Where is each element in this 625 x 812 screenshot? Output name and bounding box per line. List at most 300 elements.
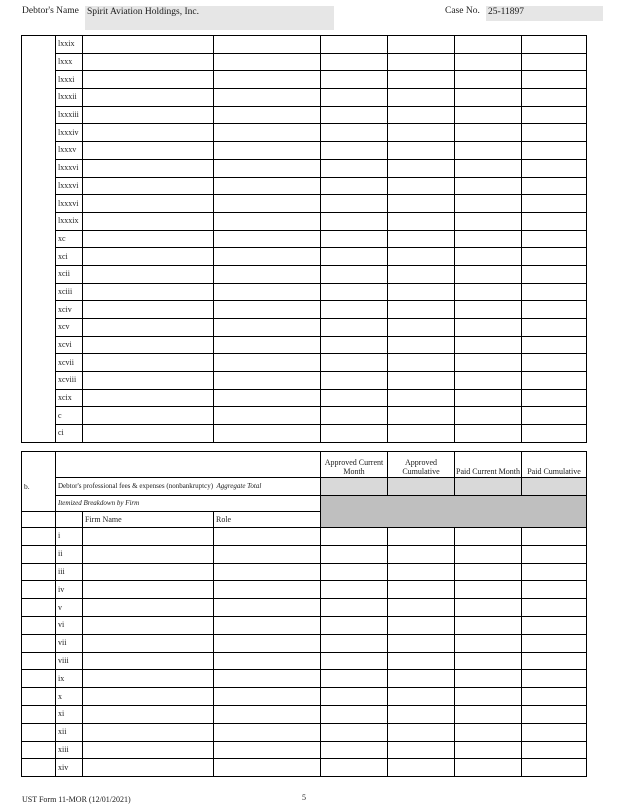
- entry-cell[interactable]: [455, 581, 522, 599]
- entry-cell[interactable]: [388, 616, 455, 634]
- entry-cell[interactable]: [321, 407, 388, 425]
- entry-cell[interactable]: [83, 248, 214, 266]
- firm-name-header: Firm Name: [83, 512, 214, 528]
- entry-cell[interactable]: [455, 705, 522, 723]
- row-number: lxxxvi: [56, 195, 83, 213]
- row-number: viii: [56, 652, 83, 670]
- entry-cell[interactable]: [321, 124, 388, 142]
- table-row: [22, 230, 587, 248]
- row-number: lxxx: [56, 53, 83, 71]
- section-blank: [22, 723, 56, 741]
- entry-cell[interactable]: [388, 670, 455, 688]
- entry-cell[interactable]: [455, 53, 522, 71]
- entry-cell[interactable]: [321, 248, 388, 266]
- entry-cell[interactable]: [522, 372, 587, 390]
- entry-cell[interactable]: [83, 336, 214, 354]
- entry-cell[interactable]: [388, 634, 455, 652]
- entry-cell[interactable]: [455, 670, 522, 688]
- entry-cell[interactable]: [214, 53, 321, 71]
- entry-cell[interactable]: [83, 581, 214, 599]
- entry-cell[interactable]: [83, 195, 214, 213]
- table-row: [22, 425, 587, 443]
- entry-cell[interactable]: [455, 212, 522, 230]
- row-number: xciv: [56, 301, 83, 319]
- entry-cell[interactable]: [388, 425, 455, 443]
- entry-cell[interactable]: [388, 741, 455, 759]
- entry-cell[interactable]: [455, 195, 522, 213]
- itemized-shaded-area: [321, 496, 587, 528]
- entry-cell[interactable]: [522, 177, 587, 195]
- section-blank: [22, 528, 56, 546]
- entry-cell[interactable]: [388, 124, 455, 142]
- entry-cell[interactable]: [83, 124, 214, 142]
- row-number: xii: [56, 723, 83, 741]
- table-row: [22, 581, 587, 599]
- debtor-name-field[interactable]: Spirit Aviation Holdings, Inc.: [85, 6, 334, 30]
- entry-cell[interactable]: [321, 283, 388, 301]
- row-number: lxxxiv: [56, 124, 83, 142]
- entry-cell[interactable]: [321, 634, 388, 652]
- entry-cell[interactable]: [522, 89, 587, 107]
- entry-cell[interactable]: [214, 616, 321, 634]
- page-number: 5: [302, 793, 306, 802]
- entry-cell[interactable]: [388, 159, 455, 177]
- entry-cell[interactable]: [214, 741, 321, 759]
- entry-cell[interactable]: [321, 759, 388, 777]
- entry-cell[interactable]: [522, 336, 587, 354]
- itemized-label: Itemized Breakdown by Firm: [58, 499, 140, 507]
- entry-cell[interactable]: [214, 759, 321, 777]
- entry-cell[interactable]: [522, 389, 587, 407]
- row-number: lxxxvi: [56, 177, 83, 195]
- entry-cell[interactable]: [214, 319, 321, 337]
- entry-cell[interactable]: [321, 301, 388, 319]
- entry-cell[interactable]: [388, 212, 455, 230]
- section-label: b.: [22, 452, 56, 512]
- entry-cell[interactable]: [455, 319, 522, 337]
- entry-cell[interactable]: [455, 283, 522, 301]
- table-row: [22, 212, 587, 230]
- header-blank: [56, 452, 321, 478]
- entry-cell[interactable]: [83, 36, 214, 54]
- entry-cell[interactable]: [455, 723, 522, 741]
- entry-cell[interactable]: [455, 336, 522, 354]
- entry-cell[interactable]: [388, 89, 455, 107]
- entry-cell[interactable]: [214, 230, 321, 248]
- entry-cell[interactable]: [455, 230, 522, 248]
- entry-cell[interactable]: [388, 688, 455, 706]
- entry-cell[interactable]: [388, 283, 455, 301]
- entry-cell[interactable]: [522, 528, 587, 546]
- entry-cell[interactable]: [214, 89, 321, 107]
- row-number: xcviii: [56, 372, 83, 390]
- col-header-paid-cumulative: Paid Cumulative: [522, 452, 587, 478]
- entry-cell[interactable]: [321, 142, 388, 160]
- entry-cell[interactable]: [522, 248, 587, 266]
- entry-cell[interactable]: [388, 528, 455, 546]
- entry-cell[interactable]: [83, 705, 214, 723]
- row-number: c: [56, 407, 83, 425]
- entry-cell[interactable]: [455, 599, 522, 617]
- entry-cell[interactable]: [388, 195, 455, 213]
- entry-cell[interactable]: [388, 581, 455, 599]
- table-row: [22, 89, 587, 107]
- entry-cell[interactable]: [388, 248, 455, 266]
- entry-cell[interactable]: [388, 230, 455, 248]
- entry-cell[interactable]: [522, 545, 587, 563]
- entry-cell[interactable]: [455, 528, 522, 546]
- entry-cell[interactable]: [388, 106, 455, 124]
- entry-cell[interactable]: [83, 319, 214, 337]
- entry-cell[interactable]: [321, 723, 388, 741]
- fees-label: Debtor's professional fees & expenses (nonbankruptcy): [58, 482, 214, 490]
- entry-cell[interactable]: [388, 705, 455, 723]
- entry-cell[interactable]: [83, 212, 214, 230]
- entry-cell[interactable]: [214, 124, 321, 142]
- entry-cell[interactable]: [388, 336, 455, 354]
- entry-cell[interactable]: [522, 319, 587, 337]
- entry-cell[interactable]: [214, 723, 321, 741]
- entry-cell[interactable]: [455, 71, 522, 89]
- table-row: [22, 283, 587, 301]
- entry-cell[interactable]: [83, 265, 214, 283]
- entry-cell[interactable]: [321, 581, 388, 599]
- entry-cell[interactable]: [321, 53, 388, 71]
- entry-cell[interactable]: [455, 425, 522, 443]
- table-row: [22, 634, 587, 652]
- entry-cell[interactable]: [214, 372, 321, 390]
- entry-cell[interactable]: [83, 53, 214, 71]
- entry-cell[interactable]: [455, 407, 522, 425]
- entry-cell[interactable]: [214, 36, 321, 54]
- entry-cell[interactable]: [321, 563, 388, 581]
- entry-cell[interactable]: [321, 425, 388, 443]
- case-number-label: Case No.: [445, 6, 480, 16]
- entry-cell[interactable]: [522, 634, 587, 652]
- row-number: ii: [56, 545, 83, 563]
- entry-cell[interactable]: [388, 142, 455, 160]
- entry-cell[interactable]: [214, 212, 321, 230]
- entry-cell[interactable]: [83, 634, 214, 652]
- row-number: lxxxv: [56, 142, 83, 160]
- entry-cell[interactable]: [321, 652, 388, 670]
- entry-cell[interactable]: [83, 177, 214, 195]
- entry-cell[interactable]: [321, 212, 388, 230]
- entry-cell[interactable]: [522, 53, 587, 71]
- entry-cell[interactable]: [83, 528, 214, 546]
- entry-cell[interactable]: [83, 389, 214, 407]
- entry-cell[interactable]: [522, 159, 587, 177]
- entry-cell[interactable]: [214, 425, 321, 443]
- entry-cell[interactable]: [321, 616, 388, 634]
- table-row: [22, 319, 587, 337]
- entry-cell[interactable]: [321, 195, 388, 213]
- entry-cell[interactable]: [522, 354, 587, 372]
- section-blank: [22, 759, 56, 777]
- entry-cell[interactable]: [321, 545, 388, 563]
- entry-cell[interactable]: [522, 616, 587, 634]
- entry-cell[interactable]: [388, 599, 455, 617]
- table-row: [22, 407, 587, 425]
- entry-cell[interactable]: [388, 53, 455, 71]
- entry-cell[interactable]: [83, 425, 214, 443]
- table-row: [22, 142, 587, 160]
- entry-cell[interactable]: [455, 741, 522, 759]
- row-number: xcv: [56, 319, 83, 337]
- entry-cell[interactable]: [83, 71, 214, 89]
- entry-cell[interactable]: [83, 230, 214, 248]
- section-blank: [22, 705, 56, 723]
- section-blank: [22, 563, 56, 581]
- entry-cell[interactable]: [83, 670, 214, 688]
- entry-cell[interactable]: [388, 759, 455, 777]
- case-number-field[interactable]: 25-11897: [486, 6, 603, 21]
- entry-cell[interactable]: [522, 212, 587, 230]
- row-number: ci: [56, 425, 83, 443]
- role-header: Role: [214, 512, 321, 528]
- entry-cell[interactable]: [321, 354, 388, 372]
- entry-cell[interactable]: [522, 599, 587, 617]
- entry-cell[interactable]: [455, 389, 522, 407]
- entry-cell[interactable]: [321, 741, 388, 759]
- entry-cell[interactable]: [83, 407, 214, 425]
- table-row: [22, 336, 587, 354]
- entry-cell[interactable]: [214, 265, 321, 283]
- entry-cell[interactable]: [83, 142, 214, 160]
- table-row: [22, 248, 587, 266]
- table-row: [22, 265, 587, 283]
- entry-cell[interactable]: [455, 36, 522, 54]
- entry-cell[interactable]: [455, 545, 522, 563]
- entry-cell[interactable]: [321, 372, 388, 390]
- blank-cell: [56, 512, 83, 528]
- table-row: [22, 354, 587, 372]
- row-number: ix: [56, 670, 83, 688]
- entry-cell[interactable]: [214, 71, 321, 89]
- entry-cell[interactable]: [214, 142, 321, 160]
- entry-cell[interactable]: [455, 616, 522, 634]
- entry-cell[interactable]: [214, 705, 321, 723]
- entry-cell[interactable]: [321, 36, 388, 54]
- entry-cell[interactable]: [321, 670, 388, 688]
- aggregate-total-label: Aggregate Total: [216, 482, 262, 490]
- entry-cell[interactable]: [83, 723, 214, 741]
- entry-cell[interactable]: [522, 407, 587, 425]
- entry-cell[interactable]: [522, 652, 587, 670]
- entry-cell[interactable]: [388, 652, 455, 670]
- entry-cell[interactable]: [455, 106, 522, 124]
- entry-cell[interactable]: [455, 563, 522, 581]
- entry-cell[interactable]: [83, 599, 214, 617]
- entry-cell[interactable]: [321, 336, 388, 354]
- entry-cell[interactable]: [455, 89, 522, 107]
- entry-cell[interactable]: [321, 89, 388, 107]
- entry-cell[interactable]: [214, 283, 321, 301]
- entry-cell[interactable]: [455, 124, 522, 142]
- entry-cell[interactable]: [522, 195, 587, 213]
- entry-cell[interactable]: [214, 177, 321, 195]
- table-row: [22, 616, 587, 634]
- entry-cell[interactable]: [388, 177, 455, 195]
- entry-cell[interactable]: [388, 319, 455, 337]
- entry-cell[interactable]: [455, 177, 522, 195]
- entry-cell[interactable]: [83, 759, 214, 777]
- entry-cell[interactable]: [388, 36, 455, 54]
- aggregate-paid-current[interactable]: [455, 478, 522, 496]
- row-number: xc: [56, 230, 83, 248]
- table-row: [22, 528, 587, 546]
- entry-cell[interactable]: [455, 354, 522, 372]
- section-blank: [22, 599, 56, 617]
- entry-cell[interactable]: [321, 71, 388, 89]
- row-number: iv: [56, 581, 83, 599]
- row-number: lxxxvi: [56, 159, 83, 177]
- entry-cell[interactable]: [214, 407, 321, 425]
- entry-cell[interactable]: [214, 336, 321, 354]
- table-row: [22, 106, 587, 124]
- entry-cell[interactable]: [83, 652, 214, 670]
- entry-cell[interactable]: [83, 563, 214, 581]
- entry-cell[interactable]: [83, 688, 214, 706]
- entry-cell[interactable]: [83, 372, 214, 390]
- entry-cell[interactable]: [214, 301, 321, 319]
- entry-cell[interactable]: [83, 354, 214, 372]
- entry-cell[interactable]: [455, 688, 522, 706]
- entry-cell[interactable]: [522, 563, 587, 581]
- table-row: [22, 71, 587, 89]
- entry-cell[interactable]: [522, 230, 587, 248]
- entry-cell[interactable]: [455, 159, 522, 177]
- entry-cell[interactable]: [522, 705, 587, 723]
- entry-cell[interactable]: [455, 652, 522, 670]
- entry-cell[interactable]: [388, 389, 455, 407]
- entry-cell[interactable]: [522, 283, 587, 301]
- row-number: xcix: [56, 389, 83, 407]
- entry-cell[interactable]: [214, 195, 321, 213]
- entry-cell[interactable]: [522, 581, 587, 599]
- entry-cell[interactable]: [321, 265, 388, 283]
- entry-cell[interactable]: [214, 354, 321, 372]
- entry-cell[interactable]: [214, 599, 321, 617]
- entry-cell[interactable]: [321, 159, 388, 177]
- entry-cell[interactable]: [83, 159, 214, 177]
- entry-cell[interactable]: [214, 528, 321, 546]
- entry-cell[interactable]: [455, 248, 522, 266]
- aggregate-approved-current[interactable]: [321, 478, 388, 496]
- row-number: v: [56, 599, 83, 617]
- entry-cell[interactable]: [455, 634, 522, 652]
- table-row: [22, 563, 587, 581]
- debtor-name-label: Debtor's Name: [22, 6, 79, 16]
- row-number: xcii: [56, 265, 83, 283]
- entry-cell[interactable]: [388, 563, 455, 581]
- entry-cell[interactable]: [455, 301, 522, 319]
- entry-cell[interactable]: [83, 89, 214, 107]
- entry-cell[interactable]: [522, 71, 587, 89]
- aggregate-approved-cumulative[interactable]: [388, 478, 455, 496]
- row-number: xciii: [56, 283, 83, 301]
- section-blank: [22, 545, 56, 563]
- entry-cell[interactable]: [214, 688, 321, 706]
- entry-cell[interactable]: [214, 581, 321, 599]
- entry-cell[interactable]: [388, 407, 455, 425]
- entry-cell[interactable]: [83, 741, 214, 759]
- entry-cell[interactable]: [522, 425, 587, 443]
- entry-cell[interactable]: [83, 301, 214, 319]
- entry-cell[interactable]: [388, 372, 455, 390]
- fees-label-cell: [56, 478, 321, 496]
- entry-cell[interactable]: [321, 389, 388, 407]
- row-number: xci: [56, 248, 83, 266]
- entry-cell[interactable]: [214, 652, 321, 670]
- row-number: vii: [56, 634, 83, 652]
- entry-cell[interactable]: [214, 159, 321, 177]
- entry-cell[interactable]: [455, 759, 522, 777]
- entry-cell[interactable]: [321, 528, 388, 546]
- row-number: xiii: [56, 741, 83, 759]
- entry-cell[interactable]: [321, 230, 388, 248]
- entry-cell[interactable]: [214, 563, 321, 581]
- entry-cell[interactable]: [321, 106, 388, 124]
- entry-cell[interactable]: [214, 545, 321, 563]
- entry-cell[interactable]: [214, 248, 321, 266]
- row-number: lxxix: [56, 36, 83, 54]
- entry-cell[interactable]: [214, 389, 321, 407]
- entry-cell[interactable]: [522, 741, 587, 759]
- section-blank: [22, 581, 56, 599]
- entry-cell[interactable]: [522, 124, 587, 142]
- entry-cell[interactable]: [214, 670, 321, 688]
- table-row: [22, 177, 587, 195]
- entry-cell[interactable]: [522, 670, 587, 688]
- aggregate-paid-cumulative[interactable]: [522, 478, 587, 496]
- col-header-paid-current: Paid Current Month: [455, 452, 522, 478]
- table-row: [22, 124, 587, 142]
- entry-cell[interactable]: [321, 599, 388, 617]
- row-number: iii: [56, 563, 83, 581]
- entry-cell[interactable]: [83, 545, 214, 563]
- entry-cell[interactable]: [522, 759, 587, 777]
- form-label: UST Form 11-MOR (12/01/2021): [22, 795, 131, 804]
- entry-cell[interactable]: [388, 723, 455, 741]
- entry-cell[interactable]: [388, 545, 455, 563]
- entry-cell[interactable]: [83, 106, 214, 124]
- entry-cell[interactable]: [522, 723, 587, 741]
- entry-cell[interactable]: [522, 36, 587, 54]
- entry-cell[interactable]: [321, 688, 388, 706]
- entry-cell[interactable]: [455, 265, 522, 283]
- entry-cell[interactable]: [522, 301, 587, 319]
- entry-cell[interactable]: [455, 372, 522, 390]
- entry-cell[interactable]: [388, 71, 455, 89]
- entry-cell[interactable]: [522, 265, 587, 283]
- entry-cell[interactable]: [522, 142, 587, 160]
- entry-cell[interactable]: [321, 705, 388, 723]
- entry-cell[interactable]: [388, 301, 455, 319]
- entry-cell[interactable]: [321, 319, 388, 337]
- entry-cell[interactable]: [522, 106, 587, 124]
- entry-cell[interactable]: [455, 142, 522, 160]
- entry-cell[interactable]: [522, 688, 587, 706]
- row-number: i: [56, 528, 83, 546]
- entry-cell[interactable]: [388, 354, 455, 372]
- entry-cell[interactable]: [388, 265, 455, 283]
- entry-cell[interactable]: [321, 177, 388, 195]
- entry-cell[interactable]: [83, 283, 214, 301]
- entry-cell[interactable]: [214, 106, 321, 124]
- entry-cell[interactable]: [214, 634, 321, 652]
- entry-cell[interactable]: [83, 616, 214, 634]
